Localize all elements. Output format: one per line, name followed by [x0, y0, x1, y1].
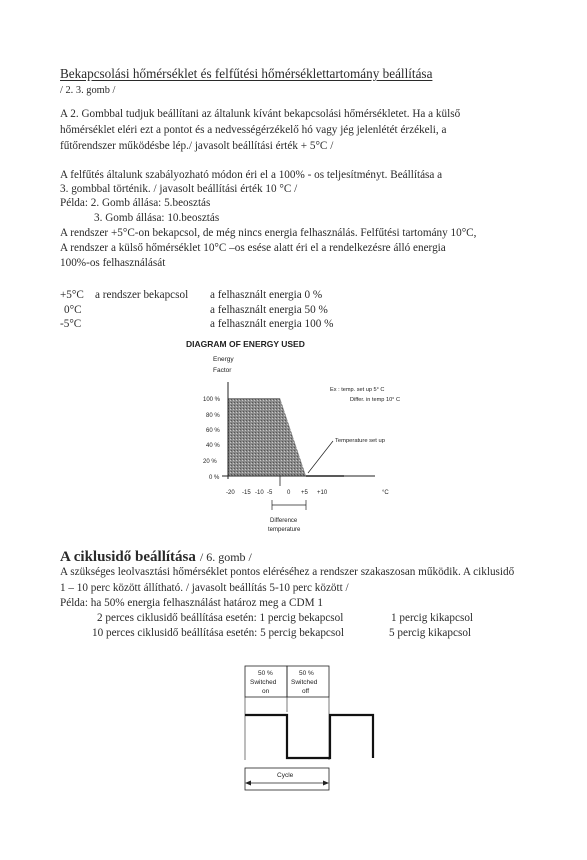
cycle-diagram: [0, 655, 587, 795]
x-ticks: [226, 490, 389, 496]
example-setting: 2 perces ciklusidő beállítása esetén: 1 percig bekapcsol: [97, 612, 344, 624]
y-tick-label: 60 %: [206, 428, 220, 434]
y-tick-label: 80 %: [206, 413, 220, 419]
energy-diagram: [0, 330, 587, 545]
cycle-arrowhead-left: [245, 781, 251, 786]
para2-line: A rendszer +5°C-on bekapcsol, de még nincs energia felhasználás. Felfűtési tartomány 10°C,: [60, 227, 477, 239]
diff-label: temperature: [268, 527, 301, 533]
y-tick-label: 0 %: [209, 475, 220, 481]
x-unit-label: °C: [382, 490, 389, 496]
on-label: on: [262, 688, 270, 695]
cycle-label: Cycle: [277, 772, 294, 779]
x-tick-label: 0: [287, 490, 291, 496]
table-temp: -5°C: [60, 318, 82, 330]
table-energy: a felhasznált energia 0 %: [210, 289, 323, 301]
table-energy: a felhasznált energia 100 %: [210, 318, 334, 330]
para2-line: A rendszer a külső hőmérséklet 10°C –os esése alatt éri el a rendelkezésre álló energia: [60, 242, 446, 254]
section2-title-ref: / 6. gomb /: [199, 550, 252, 564]
example-off: 1 percig kikapcsol: [391, 612, 474, 624]
cycle-arrowhead-right: [323, 781, 329, 786]
example-setting: 10 perces ciklusidő beállítása esetén: 5 percig bekapcsol: [92, 627, 344, 639]
para1-line: fűtőrendszer működésbe lép./ javasolt beállítási érték + 5°C /: [60, 140, 334, 152]
energy-area: [228, 398, 306, 476]
y-axis-label: Energy: [213, 356, 234, 363]
section2-title: A ciklusidő beállítása: [60, 549, 196, 565]
y-tick-label: 20 %: [203, 459, 217, 465]
para2-line: 100%-os felhasználását: [60, 257, 166, 269]
para2-line: 3. Gomb állása: 10.beosztás: [94, 212, 220, 224]
y-ticks: [203, 397, 221, 481]
temp-setup-label: Temperature set up: [335, 438, 385, 444]
y-tick-label: 40 %: [206, 443, 220, 449]
square-wave: [245, 715, 373, 758]
x-tick-label: +10: [317, 490, 328, 496]
section2-line: 1 – 10 perc között állítható. / javasolt beállítás 5-10 perc között /: [60, 582, 349, 594]
para2-line: Példa: 2. Gomb állása: 5.beosztás: [60, 197, 211, 209]
para2-line: 3. gombbal történik. / javasolt beállítási érték 10 °C /: [60, 183, 298, 195]
off-label: off: [302, 688, 310, 695]
y-tick-label: 100 %: [203, 397, 221, 403]
legend-diff: Differ. in temp 10° C: [350, 397, 401, 403]
section1-title-ref: / 2. 3. gomb /: [60, 85, 116, 96]
diagram-title: DIAGRAM OF ENERGY USED: [186, 339, 305, 349]
table-temp: 0°C: [64, 304, 82, 316]
example-off: 5 percig kikapcsol: [389, 627, 472, 639]
table-temp: +5°C: [60, 289, 84, 301]
temp-setup-arrow: [308, 441, 333, 473]
diff-label: Difference: [270, 518, 298, 524]
para1-line: A 2. Gombbal tudjuk beállítani az általunk kívánt bekapcsolási hőmérsékletet. Ha a külső: [60, 108, 461, 120]
x-tick-label: -15: [242, 490, 251, 496]
x-tick-label: -10: [255, 490, 264, 496]
x-tick-label: -20: [226, 490, 235, 496]
section2-line: A szükséges leolvasztási hőmérséklet pontos eléréséhez a rendszer szakaszosan működik. A ciklusidő: [60, 566, 515, 578]
on-label: 50 %: [258, 670, 273, 677]
section1-title: Bekapcsolási hőmérséklet és felfűtési hőmérséklettartomány beállítása: [60, 66, 433, 81]
x-tick-label: -5: [267, 490, 273, 496]
off-label: Switched: [291, 679, 318, 686]
legend-ex: Ex : temp. set up 5° C: [330, 387, 385, 393]
para1-line: hőmérséklet eléri ezt a pontot és a nedvességérzékelő hó vagy jég jelenlétét érzékeli, a: [60, 124, 447, 136]
section2-line: Példa: ha 50% energia felhasználást határoz meg a CDM 1: [60, 597, 323, 609]
off-label: 50 %: [299, 670, 314, 677]
y-axis-label: Factor: [213, 367, 232, 374]
x-tick-label: +5: [301, 490, 308, 496]
table-status: a rendszer bekapcsol: [95, 289, 189, 301]
on-label: Switched: [250, 679, 277, 686]
table-energy: a felhasznált energia 50 %: [210, 304, 328, 316]
section2-heading: [60, 548, 252, 566]
para2-line: A felfűtés általunk szabályozható módon éri el a 100% - os teljesítményt. Beállítása a: [60, 169, 443, 181]
